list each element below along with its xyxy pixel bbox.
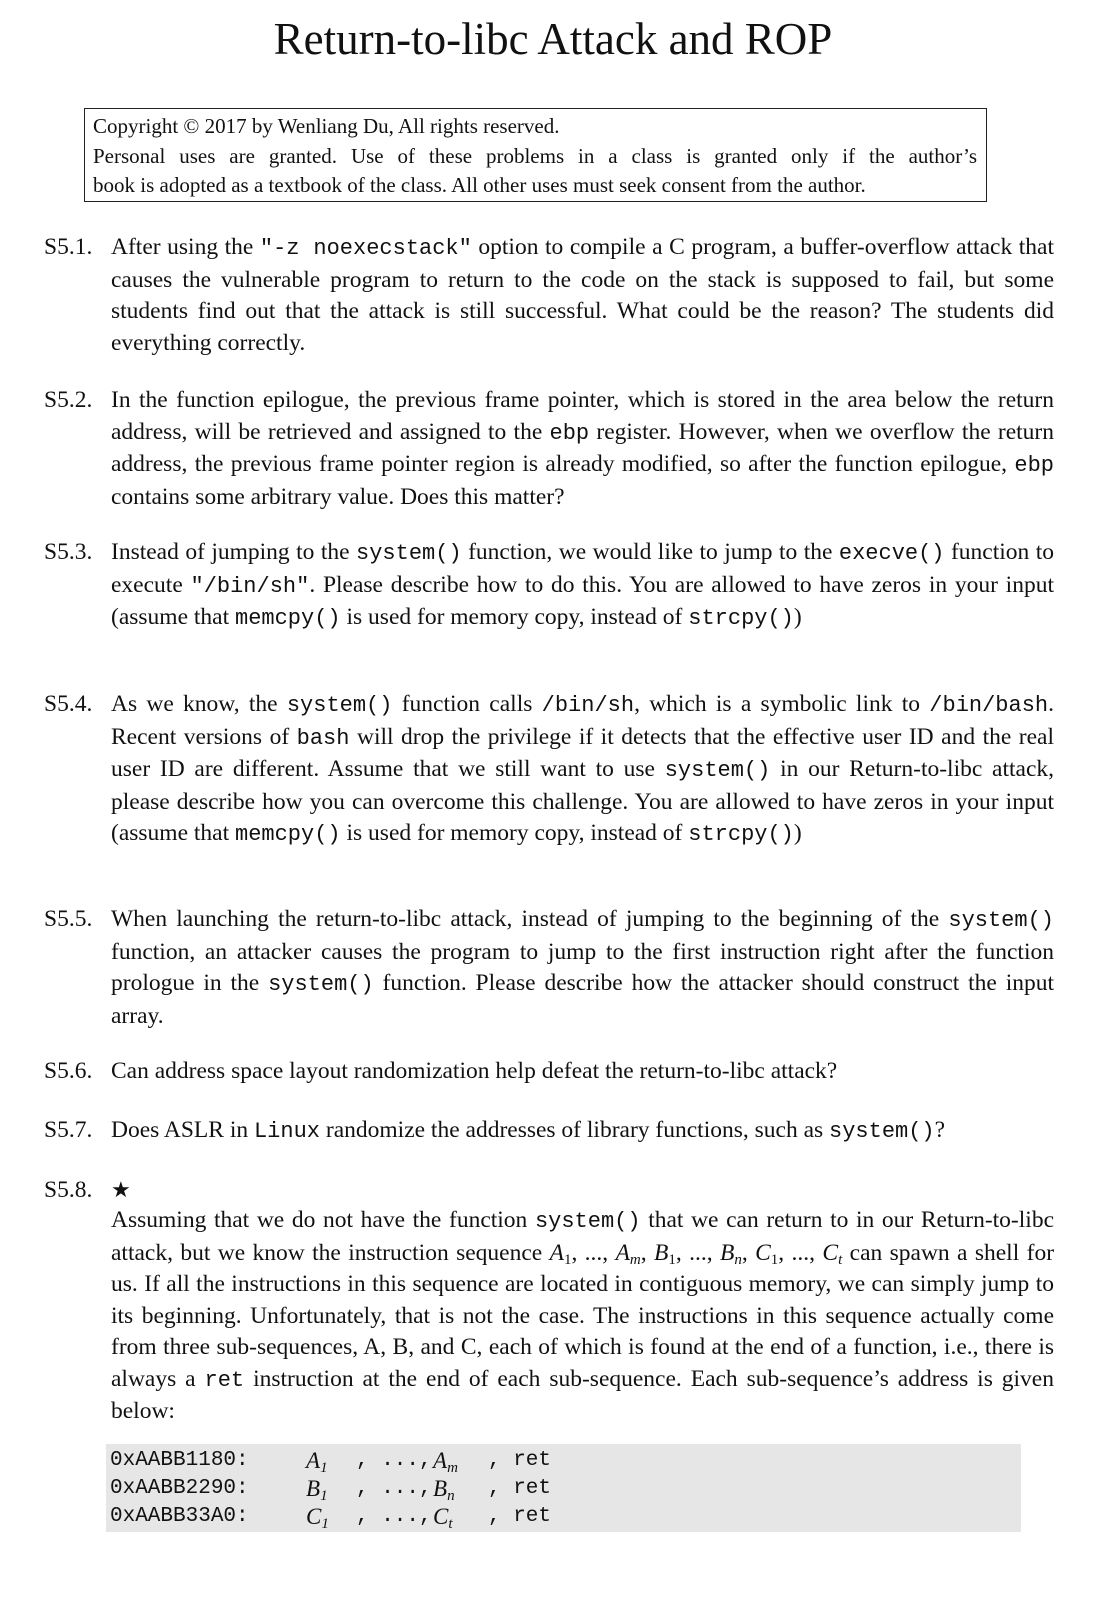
problem-text: After using the "-z noexecstack" option to compile a C program, a buffer-overflow attack that causes the vulnerable program to return to the code on the stack is supposed to fail, but some students find out that the attack is still successful. What could be the reason? The students did everything correctly. <box>111 234 1054 356</box>
problem-number: S5.5. <box>44 906 93 932</box>
copyright-notice <box>84 108 987 202</box>
code-inline: strcpy() <box>688 606 794 631</box>
code-inline: system() <box>948 908 1054 933</box>
code-first-instruction: $B_1$ <box>306 1476 328 1504</box>
code-first-instruction: $C_1$ <box>306 1504 329 1532</box>
problem-text: Assuming that we do not have the function system() that we can return to in our Return-to-libc attack, but we know the instruction sequence $A_1$, ..., $A_m$, $B_1$, ..., $B_n$, $C_1$, ..., $C_t$ can spawn a shell for us. If all the instructions in this sequence are located in contiguous memory, we can simply jump to its beginning. Unfortunately, that is not the case. The instructions in this sequence actually come from three sub-sequences, A, B, and C, each of which is found at the end of a function, i.e., there is always a ret instruction at the end of each sub-sequence. Each sub-sequence’s address is given below: <box>111 1207 1055 1424</box>
problem-number: S5.4. <box>44 691 93 717</box>
code-address: 0xAABB1180: <box>110 1449 249 1472</box>
code-inline: /bin/sh <box>541 693 635 718</box>
problem-text: Can address space layout randomization help defeat the return-to-libc attack? <box>111 1058 838 1084</box>
problem-text: In the function epilogue, the previous frame pointer, which is stored in the area below the return address, will be retrieved and assigned to the ebp register. However, when we overflow the return address, the previous frame pointer region is already modified, so after the function epilogue, ebp contains some arbitrary value. Does this matter? <box>111 387 1054 510</box>
page-title: Return-to-libc Attack and ROP <box>273 14 833 64</box>
code-inline: ebp <box>549 420 590 446</box>
code-ret: , ret <box>488 1449 552 1472</box>
problem-text: Does ASLR in Linux randomize the addresses of library functions, such as system()? <box>111 1117 946 1144</box>
problem-text: As we know, the system() function calls /bin/sh, which is a symbolic link to /bin/bash. Recent versions of bash will drop the privilege if it detects that the effective user ID and the real user ID are different. Assume that we still want to use system() in our Return-to-libc attack, please describe how you can overcome this challenge. You are allowed to have zeros in your input (assume that memcpy() is used for memory copy, instead of strcpy()) <box>111 691 1055 847</box>
problem-s5-6 <box>44 1056 1054 1088</box>
code-inline: /bin/bash <box>929 693 1049 718</box>
problem-s5-5 <box>44 904 1054 1032</box>
code-inline: system() <box>534 1209 641 1234</box>
problem-s5-7 <box>44 1115 1054 1148</box>
code-last-instruction: $A_m$ <box>433 1448 458 1476</box>
problem-text: Instead of jumping to the system() function, we would like to jump to the execve() function to execute "/bin/sh". Please describe how to do this. You are allowed to have zeros in your input (assume that memcpy() is used for memory copy, instead of strcpy()) <box>111 539 1055 631</box>
problem-text: When launching the return-to-libc attack, instead of jumping to the beginning of the system() function, an attacker causes the program to jump to the first instruction right after the function prologue in the system() function. Please describe how the attacker should construct the input array. <box>111 906 1054 1029</box>
problem-s5-1 <box>44 232 1054 359</box>
star-icon: ★ <box>111 1178 131 1203</box>
code-inline: "-z noexecstack" <box>259 236 472 261</box>
problem-s5-8-text <box>44 1205 1054 1428</box>
code-inline: memcpy() <box>235 822 341 847</box>
problem-s5-4 <box>44 689 1054 851</box>
problem-number: S5.7. <box>44 1117 93 1143</box>
problem-s5-2 <box>44 385 1054 513</box>
code-ellipsis: , ..., <box>356 1449 432 1472</box>
code-inline: system() <box>829 1119 935 1144</box>
code-ellipsis: , ..., <box>356 1477 432 1500</box>
code-inline: system() <box>356 541 462 566</box>
code-row <box>106 1475 1021 1503</box>
code-inline: ebp <box>1014 453 1054 478</box>
problem-s5-8 <box>44 1175 1054 1207</box>
code-inline: ret <box>204 1367 245 1393</box>
code-ellipsis: , ..., <box>356 1505 432 1528</box>
problem-number: S5.1. <box>44 234 93 260</box>
star-marker <box>111 1175 1054 1207</box>
code-address: 0xAABB33A0: <box>110 1505 249 1528</box>
copyright-line: Copyright © 2017 by Wenliang Du, All rights reserved. <box>93 114 560 138</box>
problem-number: S5.3. <box>44 539 93 565</box>
code-inline: strcpy() <box>688 822 794 847</box>
code-last-instruction: $C_t$ <box>433 1504 453 1532</box>
code-last-instruction: $B_n$ <box>433 1476 455 1504</box>
code-inline: memcpy() <box>235 606 341 631</box>
problem-number: S5.8. <box>44 1177 93 1203</box>
problem-number: S5.2. <box>44 387 93 413</box>
code-inline: Linux <box>253 1119 320 1144</box>
code-ret: , ret <box>488 1505 552 1528</box>
code-row <box>106 1447 1021 1475</box>
problem-s5-3 <box>44 537 1054 635</box>
code-inline: execve() <box>838 541 945 566</box>
code-inline: system() <box>286 693 393 718</box>
code-inline: system() <box>268 972 374 997</box>
problem-number: S5.6. <box>44 1058 93 1084</box>
code-ret: , ret <box>488 1477 552 1500</box>
code-row <box>106 1503 1021 1531</box>
code-inline: "/bin/sh" <box>190 573 310 599</box>
code-address: 0xAABB2290: <box>110 1477 249 1500</box>
copyright-line: Personal uses are granted. Use of these problems in a class is granted only if the author’s <box>93 143 977 168</box>
code-block <box>106 1444 1021 1532</box>
code-inline: bash <box>296 725 350 751</box>
code-first-instruction: $A_1$ <box>306 1448 328 1476</box>
code-inline: system() <box>664 758 771 783</box>
copyright-line: book is adopted as a textbook of the class. All other uses must seek consent from the author. <box>93 173 866 197</box>
